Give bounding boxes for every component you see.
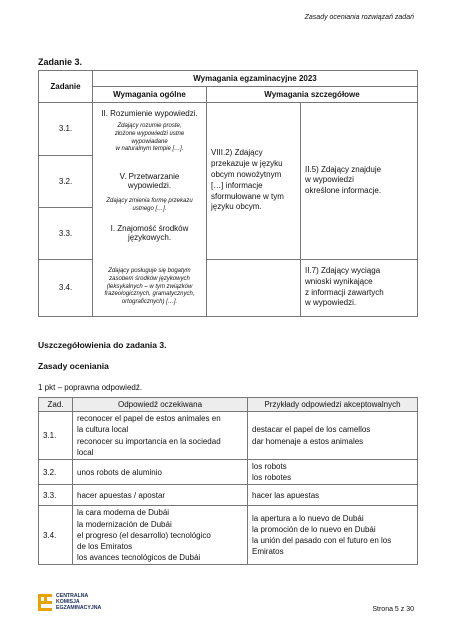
specific-requirement-common: VIII.2) Zdający przekazuje w języku obcym nowożytnym […] informacje sformułowane w tym języku obcym. <box>207 103 301 260</box>
cke-logo-icon <box>38 594 52 611</box>
row-3-1: 3.1. <box>39 103 93 156</box>
general-title-3: I. Znajomość środków językowych. <box>110 223 189 242</box>
task-title: Zadanie 3. <box>38 57 83 67</box>
col-szczegolowe: Wymagania szczegółowe <box>207 87 418 103</box>
expected-answer: la cara moderna de Dubái la modernización de Dubái el progreso (el desarrollo) tecnológico de los Emiratos los avances tecnológicos de Dubái <box>73 506 248 565</box>
general-desc-3: Zdający posługuje się bogatym zasobem środków językowych (leksykalnych – w tym związków frazeologicznych, gramatycznych, ortograficznych) […]. <box>93 259 207 316</box>
rules-title: Zasady oceniania <box>38 361 109 371</box>
answers-table <box>38 397 418 565</box>
specific-requirement-a: II.5) Zdający znajduje w wypowiedzi określone informacje. <box>301 103 418 260</box>
table-row: 3.3. hacer apuestas / apostar hacer las apuestas <box>39 485 418 506</box>
accepted-answers: destacar el papel de los camellos dar homenaje a estos animales <box>248 412 418 460</box>
accepted-answers: los robots los robotes <box>248 459 418 484</box>
accepted-answers: hacer las apuestas <box>248 485 418 506</box>
row-3-4: 3.4. <box>39 259 93 316</box>
page-number: Strona 5 z 30 <box>372 606 414 613</box>
requirements-table <box>38 70 418 317</box>
table-row: 3.1. reconocer el papel de estos animales en la cultura local reconocer su importancia en la sociedad local destacar el papel de los camellos dar homenaje a estos animales <box>39 412 418 460</box>
answers-head-accepted: Przykłady odpowiedzi akceptowalnych <box>248 398 418 412</box>
cke-logo <box>38 594 101 612</box>
row-3-2: 3.2. <box>39 155 93 207</box>
expected-answer: reconocer el papel de estos animales en la cultura local reconocer su importancia en la sociedad local <box>73 412 248 460</box>
general-requirement-1: II. Rozumienie wypowiedzi. Zdający rozumie proste, złożone wypowiedzi ustne wypowiadane w naturalnym tempie […]. <box>93 103 207 156</box>
expected-answer: hacer apuestas / apostar <box>73 485 248 506</box>
table-row: 3.4. la cara moderna de Dubái la modernización de Dubái el progreso (el desarrollo) tecnológico de los Emiratos los avances tecnológicos de Dubái la apertura a lo nuevo de Dubái la promoción de lo nuevo en Dubái la unión del pasado con el futuro en los Emiratos <box>39 506 418 565</box>
specific-common-continuation <box>207 259 301 316</box>
answers-head-expected: Odpowiedź oczekiwana <box>73 398 248 412</box>
details-title: Uszczegółowienia do zadania 3. <box>38 340 167 350</box>
col-wymagania: Wymagania egzaminacyjne 2023 <box>93 71 418 87</box>
row-3-3: 3.3. <box>39 207 93 259</box>
points-rule: 1 pkt – poprawna odpowiedź. <box>38 383 143 392</box>
col-zadanie: Zadanie <box>39 71 93 103</box>
page-header: Zasady oceniania rozwiązań zadań <box>304 14 414 21</box>
answers-head-zad: Zad. <box>39 398 73 412</box>
cke-logo-text: CENTRALNA KOMISJA EGZAMINACYJNA <box>56 593 102 611</box>
specific-requirement-b: II.7) Zdający wyciąga wnioski wynikające z informacji zawartych w wypowiedzi. <box>301 259 418 316</box>
expected-answer: unos robots de aluminio <box>73 459 248 484</box>
general-title-2: V. Przetwarzanie wypowiedzi. <box>119 172 180 191</box>
general-requirement-2-3: V. Przetwarzanie wypowiedzi. Zdający zmienia formę przekazu ustnego […]. I. Znajomość środków językowych. <box>93 155 207 259</box>
table-row: 3.2. unos robots de aluminio los robots los robotes <box>39 459 418 484</box>
col-ogolne: Wymagania ogólne <box>93 87 207 103</box>
accepted-answers: la apertura a lo nuevo de Dubái la promoción de lo nuevo en Dubái la unión del pasado con el futuro en los Emiratos <box>248 506 418 565</box>
general-title-1: II. Rozumienie wypowiedzi. <box>101 109 198 118</box>
